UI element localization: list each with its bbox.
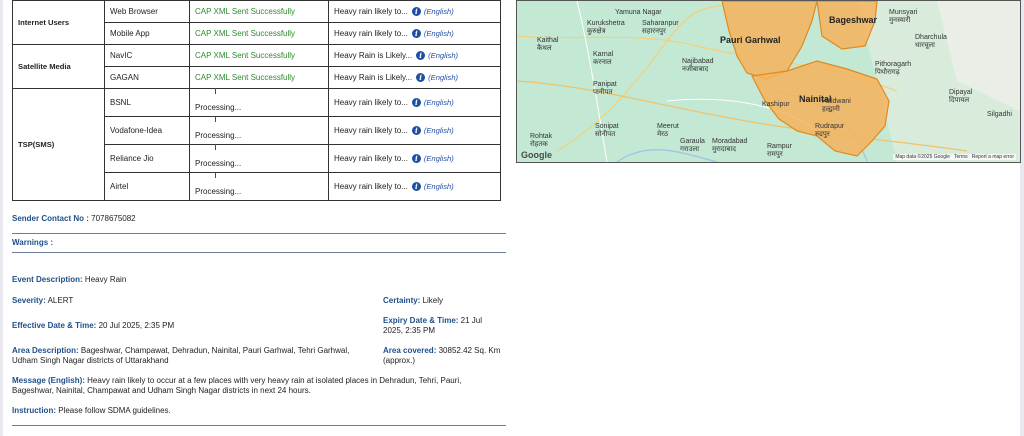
processing-spinner-icon: [215, 172, 216, 178]
message-preview: Heavy rain likely to...: [334, 7, 408, 16]
place-label: Garaula गराउला: [680, 138, 705, 153]
processing-spinner-icon: [215, 88, 216, 94]
channel-name: Web Browser: [105, 1, 190, 23]
place-label: Rudrapur रुद्रपुर: [815, 123, 845, 138]
message-preview: Heavy rain likely to...: [334, 29, 408, 38]
place-label: Najibabad नजीबाबाद: [682, 58, 714, 73]
map-attribution: [893, 154, 1016, 160]
terms-link[interactable]: Terms: [953, 154, 968, 160]
channel-name: Vodafone-Idea: [105, 117, 190, 145]
message-preview: Heavy Rain is Likely...: [334, 73, 413, 82]
severity-value: ALERT: [47, 296, 74, 305]
info-icon[interactable]: i: [416, 73, 425, 82]
channel-message-cell: [329, 117, 501, 145]
message-preview: Heavy rain likely to...: [334, 182, 408, 191]
google-logo: Google: [521, 150, 552, 160]
effective-date-value: 20 Jul 2025, 2:35 PM: [98, 321, 175, 330]
channel-status-cell: [190, 89, 329, 117]
language-link[interactable]: (English): [423, 98, 454, 107]
processing-spinner-icon: [215, 144, 216, 150]
channel-message-cell: [329, 67, 501, 89]
language-link[interactable]: (English): [423, 154, 454, 163]
place-label: Munsyari मुनस्यारी: [889, 9, 918, 24]
message-preview: Heavy rain likely to...: [334, 154, 408, 163]
place-label: Moradabad मुरादाबाद: [712, 138, 748, 153]
instruction: [12, 406, 171, 416]
place-label: Saharanpur सहारनपुर: [642, 20, 679, 35]
place-label: Silgadhi: [987, 111, 1012, 118]
certainty: [383, 296, 443, 306]
area-description: [12, 346, 367, 366]
channel-name: BSNL: [105, 89, 190, 117]
message-value: Heavy rain likely to occur at a few places with very heavy rain at isolated places in Dehradun, Tehri, Pauri, Bageshwar, Nainital, Champawat and Udham Singh Nagar districts in next 24 hours.: [12, 376, 462, 395]
place-label: Karnal करनाल: [593, 51, 614, 66]
channel-status: CAP XML Sent Successfully: [190, 45, 329, 67]
place-label: Yamuna Nagar: [615, 9, 662, 16]
channel-message-cell: [329, 45, 501, 67]
language-link[interactable]: (English): [428, 51, 459, 60]
divider: [12, 233, 506, 234]
place-label: Dipayal दिपायल: [949, 89, 973, 104]
area-covered-label: Area covered:: [383, 346, 437, 355]
place-label: Dharchula धारचूला: [915, 34, 947, 49]
channel-message-cell: [329, 145, 501, 173]
place-label: Meerut मेरठ: [657, 123, 679, 138]
map-data-credit: Map data ©2025 Google: [895, 154, 950, 160]
area-covered-value: 30852.42 Sq. Km (approx.): [383, 346, 501, 365]
place-label: Haldwani हल्द्वानी: [822, 98, 851, 113]
table-row: [13, 1, 501, 23]
place-label: Rohtak रोहतक: [530, 133, 553, 148]
instruction-value: Please follow SDMA guidelines.: [58, 406, 171, 415]
channel-name: Mobile App: [105, 23, 190, 45]
info-icon[interactable]: i: [412, 154, 421, 163]
channel-message-cell: [329, 23, 501, 45]
info-icon[interactable]: i: [416, 51, 425, 60]
area-description-value: Bageshwar, Champawat, Dehradun, Nainital, Pauri Garhwal, Tehri Garhwal, Udham Singh Nagar districts of Uttarakhand: [12, 346, 350, 365]
info-icon[interactable]: i: [412, 126, 421, 135]
info-icon[interactable]: i: [412, 29, 421, 38]
alert-area-map[interactable]: [516, 0, 1021, 163]
message-preview: Heavy rain likely to...: [334, 126, 408, 135]
severity: [12, 296, 73, 306]
table-row: [13, 45, 501, 67]
place-label: Pithoragarh पिथौरागढ़: [875, 61, 912, 76]
event-description-value: Heavy Rain: [84, 275, 127, 284]
message-label: Message (English):: [12, 376, 85, 385]
channel-message-cell: [329, 89, 501, 117]
message-preview: Heavy rain likely to...: [334, 98, 408, 107]
channel-name: Reliance Jio: [105, 145, 190, 173]
channel-message-cell: [329, 1, 501, 23]
report-map-error-link[interactable]: Report a map error: [971, 154, 1014, 160]
channel-name: NavIC: [105, 45, 190, 67]
channel-status: CAP XML Sent Successfully: [190, 67, 329, 89]
certainty-value: Likely: [422, 296, 444, 305]
channel-status: CAP XML Sent Successfully: [190, 1, 329, 23]
effective-date: [12, 321, 174, 331]
warnings-label: Warnings :: [12, 238, 54, 247]
group-tsp-sms: TSP(SMS): [13, 89, 105, 201]
channel-status-table: [12, 0, 501, 201]
channel-status-cell: [190, 145, 329, 173]
channel-status: CAP XML Sent Successfully: [190, 23, 329, 45]
left-frame: [0, 0, 3, 436]
effective-date-label: Effective Date & Time:: [12, 321, 97, 330]
place-label: Kashipur: [762, 101, 790, 108]
channel-status: Processing...: [195, 130, 242, 140]
sender-contact-label: Sender Contact No :: [12, 214, 89, 223]
channel-status-cell: [190, 173, 329, 201]
place-label: Sonipat सोनीपत: [595, 123, 619, 138]
place-label: Kurukshetra कुरुक्षेत्र: [587, 20, 625, 35]
severity-label: Severity:: [12, 296, 46, 305]
sender-contact-value: 7078675082: [91, 214, 136, 223]
expiry-date: [383, 316, 503, 336]
language-link[interactable]: (English): [423, 182, 454, 191]
expiry-date-label: Expiry Date & Time:: [383, 316, 459, 325]
language-link[interactable]: (English): [423, 7, 454, 16]
info-icon[interactable]: i: [412, 182, 421, 191]
channel-name: Airtel: [105, 173, 190, 201]
message-english: [12, 376, 502, 396]
area-description-label: Area Description:: [12, 346, 79, 355]
event-description: [12, 275, 126, 285]
sender-contact: [12, 214, 136, 223]
place-label: Panipat पानीपत: [593, 81, 617, 96]
expiry-date-value: 21 Jul 2025, 2:35 PM: [383, 316, 483, 335]
language-link[interactable]: (English): [428, 73, 459, 82]
channel-name: GAGAN: [105, 67, 190, 89]
channel-message-cell: [329, 173, 501, 201]
district-label: Bageshwar: [829, 15, 878, 25]
place-label: Rampur रामपुर: [767, 143, 792, 158]
certainty-label: Certainty:: [383, 296, 421, 305]
message-preview: Heavy Rain is Likely...: [334, 51, 413, 60]
language-link[interactable]: (English): [423, 126, 454, 135]
divider: [12, 252, 506, 253]
area-covered: [383, 346, 503, 366]
district-label: Nainital: [799, 94, 832, 104]
group-internet-users: Internet Users: [13, 1, 105, 45]
channel-status: Processing...: [195, 102, 242, 112]
district-label: Pauri Garhwal: [720, 35, 781, 45]
table-row: [13, 89, 501, 117]
divider: [12, 425, 506, 426]
language-link[interactable]: (English): [423, 29, 454, 38]
info-icon[interactable]: i: [412, 98, 421, 107]
channel-status: Processing...: [195, 186, 242, 196]
instruction-label: Instruction:: [12, 406, 56, 415]
event-description-label: Event Description:: [12, 275, 83, 284]
processing-spinner-icon: [215, 116, 216, 122]
channel-status-cell: [190, 117, 329, 145]
info-icon[interactable]: i: [412, 7, 421, 16]
place-label: Kaithal कैथल: [537, 37, 559, 52]
group-satellite-media: Satellite Media: [13, 45, 105, 89]
channel-status: Processing...: [195, 158, 242, 168]
